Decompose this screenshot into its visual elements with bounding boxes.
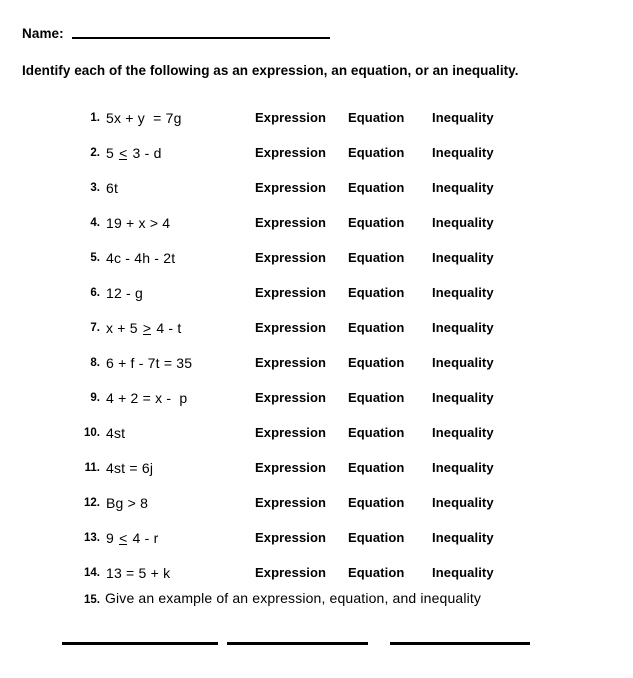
problem-number: 13. — [84, 531, 100, 544]
less-than-or-equal-icon: < — [119, 144, 128, 161]
problem-expression: 4 + 2 = x - p — [106, 389, 188, 406]
problem-expression: 6t — [106, 179, 119, 196]
choice-inequality[interactable]: Inequality — [432, 530, 494, 545]
problem-row — [0, 415, 633, 450]
final-item-number: 15. — [84, 594, 100, 606]
choice-inequality[interactable]: Inequality — [432, 250, 494, 265]
problem-row — [0, 450, 633, 485]
problem-row — [0, 275, 633, 310]
problem-number: 8. — [90, 356, 100, 369]
choice-equation[interactable]: Equation — [348, 110, 405, 125]
problem-row — [0, 170, 633, 205]
problem-row — [0, 345, 633, 380]
choice-inequality[interactable]: Inequality — [432, 425, 494, 440]
problem-number: 12. — [84, 496, 100, 509]
choice-inequality[interactable]: Inequality — [432, 285, 494, 300]
choice-inequality[interactable]: Inequality — [432, 320, 494, 335]
problem-number: 1. — [90, 111, 100, 124]
problem-number: 9. — [90, 391, 100, 404]
choice-group — [255, 415, 522, 450]
choice-expression[interactable]: Expression — [255, 565, 327, 580]
problem-expression: 13 = 5 + k — [106, 564, 171, 581]
choice-group — [255, 240, 522, 275]
problem-row — [0, 100, 633, 135]
choice-equation[interactable]: Equation — [348, 355, 405, 370]
choice-group — [255, 520, 522, 555]
problem-expression: 4st = 6j — [106, 459, 154, 476]
choice-inequality[interactable]: Inequality — [432, 390, 494, 405]
choice-expression[interactable]: Expression — [255, 355, 327, 370]
choice-group — [255, 275, 522, 310]
choice-expression[interactable]: Expression — [255, 320, 327, 335]
choice-equation[interactable]: Equation — [348, 460, 405, 475]
problem-expression: 19 + x > 4 — [106, 214, 171, 231]
problem-number: 3. — [90, 181, 100, 194]
problem-row — [0, 485, 633, 520]
choice-group — [255, 450, 522, 485]
problem-list — [0, 100, 633, 590]
problem-number: 11. — [84, 461, 100, 474]
final-item-text: Give an example of an expression, equation, and inequality — [105, 590, 482, 606]
answer-blank-3[interactable] — [390, 642, 530, 645]
problem-number: 7. — [90, 321, 100, 334]
problem-row — [0, 520, 633, 555]
less-than-or-equal-icon: < — [119, 529, 128, 546]
choice-equation[interactable]: Equation — [348, 425, 405, 440]
choice-expression[interactable]: Expression — [255, 215, 327, 230]
choice-inequality[interactable]: Inequality — [432, 495, 494, 510]
choice-inequality[interactable]: Inequality — [432, 180, 494, 195]
choice-expression[interactable]: Expression — [255, 425, 327, 440]
name-blank-line[interactable] — [72, 37, 330, 39]
problem-row — [0, 380, 633, 415]
answer-blank-1[interactable] — [62, 642, 218, 645]
choice-inequality[interactable]: Inequality — [432, 355, 494, 370]
greater-than-or-equal-icon: > — [142, 319, 152, 336]
choice-equation[interactable]: Equation — [348, 180, 405, 195]
choice-inequality[interactable]: Inequality — [432, 110, 494, 125]
name-row — [22, 26, 330, 42]
problem-row — [0, 135, 633, 170]
problem-expression: 5x + y = 7g — [106, 109, 182, 126]
choice-equation[interactable]: Equation — [348, 320, 405, 335]
choice-equation[interactable]: Equation — [348, 530, 405, 545]
choice-expression[interactable]: Expression — [255, 110, 327, 125]
choice-equation[interactable]: Equation — [348, 215, 405, 230]
problem-expression: Bg > 8 — [106, 494, 149, 511]
problem-number: 2. — [90, 146, 100, 159]
answer-lines — [0, 636, 633, 648]
choice-group — [255, 205, 522, 240]
choice-inequality[interactable]: Inequality — [432, 215, 494, 230]
problem-number: 6. — [90, 286, 100, 299]
problem-expression: 4st — [106, 424, 126, 441]
problem-expression: x + 5 > 4 - t — [106, 319, 182, 336]
instruction-text: Identify each of the following as an expression, an equation, or an inequality. — [22, 63, 519, 78]
problem-number: 4. — [90, 216, 100, 229]
choice-group — [255, 310, 522, 345]
choice-equation[interactable]: Equation — [348, 285, 405, 300]
choice-group — [255, 555, 522, 590]
problem-row — [0, 555, 633, 590]
choice-equation[interactable]: Equation — [348, 390, 405, 405]
choice-inequality[interactable]: Inequality — [432, 460, 494, 475]
choice-expression[interactable]: Expression — [255, 285, 327, 300]
choice-group — [255, 485, 522, 520]
problem-expression: 5 < 3 - d — [106, 144, 162, 161]
problem-expression: 9 < 4 - r — [106, 529, 159, 546]
choice-expression[interactable]: Expression — [255, 145, 327, 160]
problem-row — [0, 310, 633, 345]
choice-group — [255, 135, 522, 170]
choice-expression[interactable]: Expression — [255, 460, 327, 475]
choice-group — [255, 380, 522, 415]
problem-row — [0, 240, 633, 275]
choice-inequality[interactable]: Inequality — [432, 565, 494, 580]
choice-expression[interactable]: Expression — [255, 390, 327, 405]
problem-expression: 12 - g — [106, 284, 143, 301]
problem-expression: 6 + f - 7t = 35 — [106, 354, 193, 371]
choice-equation[interactable]: Equation — [348, 145, 405, 160]
problem-number: 10. — [84, 426, 100, 439]
final-item — [0, 590, 481, 606]
choice-expression[interactable]: Expression — [255, 495, 327, 510]
name-label: Name: — [22, 26, 64, 41]
problem-number: 5. — [90, 251, 100, 264]
choice-group — [255, 170, 522, 205]
choice-group — [255, 100, 522, 135]
choice-inequality[interactable]: Inequality — [432, 145, 494, 160]
problem-expression: 4c - 4h - 2t — [106, 249, 176, 266]
choice-expression[interactable]: Expression — [255, 180, 327, 195]
choice-equation[interactable]: Equation — [348, 250, 405, 265]
choice-expression[interactable]: Expression — [255, 530, 327, 545]
choice-equation[interactable]: Equation — [348, 565, 405, 580]
problem-row — [0, 205, 633, 240]
choice-equation[interactable]: Equation — [348, 495, 405, 510]
choice-expression[interactable]: Expression — [255, 250, 327, 265]
answer-blank-2[interactable] — [227, 642, 368, 645]
choice-group — [255, 345, 522, 380]
problem-number: 14. — [84, 566, 100, 579]
